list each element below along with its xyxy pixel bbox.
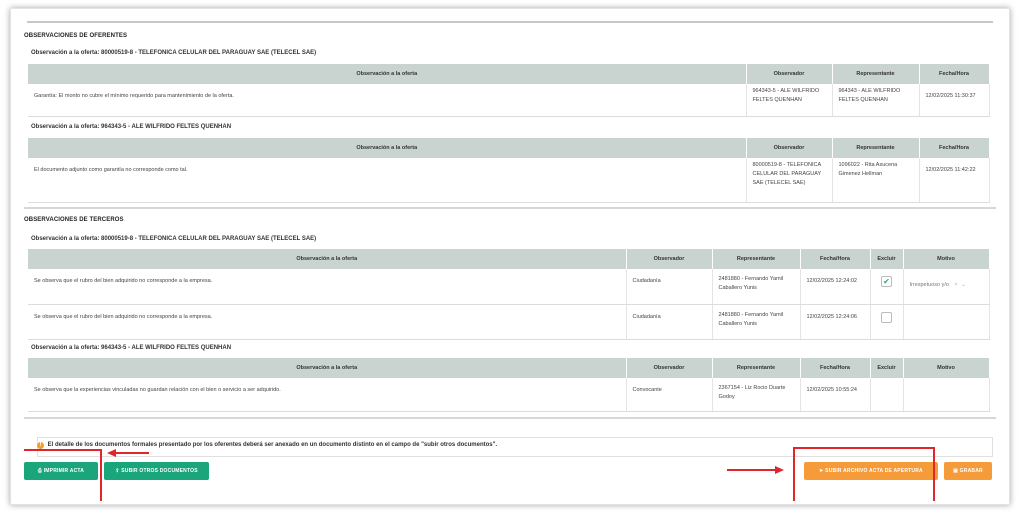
cell-observador: Ciudadanía bbox=[626, 304, 712, 339]
table-row bbox=[28, 84, 989, 116]
col-header-representante: Representante bbox=[832, 64, 919, 84]
cell-observador: Convocante bbox=[626, 378, 712, 411]
subir-otros-documentos-button[interactable] bbox=[104, 462, 209, 480]
terceros-table-2 bbox=[28, 358, 990, 412]
col-header-representante: Representante bbox=[832, 138, 919, 158]
motivo-select[interactable] bbox=[910, 282, 966, 288]
annotation-arrow-head bbox=[107, 449, 116, 457]
col-header-fecha: Fecha/Hora bbox=[800, 249, 870, 269]
col-header-excluir: Excluir bbox=[870, 358, 903, 378]
imprimir-acta-label: IMPRIMIR ACTA bbox=[43, 468, 85, 474]
upload-icon: ⇪ bbox=[115, 468, 122, 474]
cell-obs: Se observa que el rubro del bien adquirido no corresponde a la empresa. bbox=[28, 304, 626, 339]
col-header-motivo: Motivo bbox=[903, 249, 989, 269]
imprimir-acta-button[interactable] bbox=[24, 462, 98, 480]
table-row bbox=[28, 269, 989, 304]
col-header-observador: Observador bbox=[746, 64, 832, 84]
grabar-label: GRABAR bbox=[959, 468, 983, 474]
cell-fecha: 12/02/2025 11:42:22 bbox=[919, 158, 989, 202]
cell-fecha: 12/02/2025 12:24:06 bbox=[800, 304, 870, 339]
main-panel bbox=[10, 8, 1010, 505]
excluir-checkbox[interactable] bbox=[881, 312, 892, 323]
oferentes-table-1 bbox=[28, 64, 990, 117]
cell-fecha: 12/02/2025 12:24:02 bbox=[800, 269, 870, 304]
oferentes-group-1-label: Observación a la oferta: 80000519-8 - TELEFONICA CELULAR DEL PARAGUAY SAE (TELECEL SAE) bbox=[31, 50, 317, 56]
cell-representante: 2481880 - Fernando Yamil Caballero Yunis bbox=[712, 269, 800, 304]
col-header-obs: Observación a la oferta bbox=[28, 64, 746, 84]
cell-observador: 964343-5 - ALE WILFRIDO FELTES QUENHAN bbox=[746, 84, 832, 116]
oferentes-title: OBSERVACIONES DE OFERENTES bbox=[24, 33, 128, 39]
cell-representante: 1096022 - Rita Asucena Gimenez Hellman bbox=[832, 158, 919, 202]
clear-icon[interactable]: × bbox=[954, 282, 958, 288]
top-divider bbox=[27, 21, 993, 23]
annotation-line bbox=[793, 447, 795, 501]
cell-observador: Ciudadanía bbox=[626, 269, 712, 304]
cell-fecha: 12/02/2025 11:30:37 bbox=[919, 84, 989, 116]
subir-otros-label: SUBIR OTROS DOCUMENTOS bbox=[121, 468, 198, 474]
col-header-fecha: Fecha/Hora bbox=[919, 138, 989, 158]
print-icon: ⎙ bbox=[37, 468, 44, 474]
cell-excluir bbox=[870, 269, 903, 304]
annotation-line bbox=[24, 449, 102, 451]
annotation-line bbox=[793, 447, 935, 449]
subir-acta-apertura-button[interactable] bbox=[804, 462, 938, 480]
cell-fecha: 12/02/2025 10:55:24 bbox=[800, 378, 870, 411]
cell-motivo bbox=[903, 378, 989, 411]
col-header-observador: Observador bbox=[626, 358, 712, 378]
section-divider bbox=[24, 417, 996, 419]
cell-obs: El documento adjunto como garantía no corresponde como tal. bbox=[28, 158, 746, 202]
col-header-obs: Observación a la oferta bbox=[28, 249, 626, 269]
col-header-observador: Observador bbox=[626, 249, 712, 269]
grabar-button[interactable] bbox=[944, 462, 992, 480]
terceros-title: OBSERVACIONES DE TERCEROS bbox=[24, 217, 124, 223]
motivo-value: Irrespetuoso y/o bbox=[909, 282, 949, 288]
section-divider bbox=[24, 207, 996, 209]
col-header-obs: Observación a la oferta bbox=[28, 358, 626, 378]
cell-excluir bbox=[870, 304, 903, 339]
cell-obs: Se observa que la experiencias vinculadas no guardan relación con el bien o servicio a ser adquirido. bbox=[28, 378, 626, 411]
cell-obs: Garantía: El monto no cubre el mínimo requerido para mantenimiento de la oferta. bbox=[28, 84, 746, 116]
oferentes-table-2 bbox=[28, 138, 990, 203]
col-header-obs: Observación a la oferta bbox=[28, 138, 746, 158]
col-header-observador: Observador bbox=[746, 138, 832, 158]
table-row bbox=[28, 304, 989, 339]
cell-representante: 2481880 - Fernando Yamil Caballero Yunis bbox=[712, 304, 800, 339]
cell-representante: 964343 - ALE WILFRIDO FELTES QUENHAN bbox=[832, 84, 919, 116]
col-header-representante: Representante bbox=[712, 249, 800, 269]
terceros-group-2-label: Observación a la oferta: 964343-5 - ALE WILFRIDO FELTES QUENHAN bbox=[31, 345, 232, 351]
col-header-representante: Representante bbox=[712, 358, 800, 378]
terceros-table-1 bbox=[28, 249, 990, 340]
col-header-excluir: Excluir bbox=[870, 249, 903, 269]
save-icon: ▣ bbox=[953, 468, 960, 474]
table-row bbox=[28, 378, 989, 411]
info-icon: ! bbox=[37, 442, 44, 449]
annotation-arrow-shaft bbox=[115, 452, 149, 454]
send-icon: ➤ bbox=[819, 468, 826, 474]
info-note bbox=[37, 442, 497, 449]
info-text: El detalle de los documentos formales presentado por los oferentes deberá ser anexado en un documento distinto en el campo de "subir otros documentos". bbox=[47, 442, 498, 448]
subir-acta-label: SUBIR ARCHIVO ACTA DE APERTURA bbox=[825, 468, 923, 474]
chevron-down-icon[interactable]: ⌄ bbox=[961, 282, 966, 288]
cell-motivo bbox=[903, 304, 989, 339]
col-header-fecha: Fecha/Hora bbox=[919, 64, 989, 84]
cell-representante: 2367154 - Liz Rocio Duarte Godoy bbox=[712, 378, 800, 411]
cell-excluir bbox=[870, 378, 903, 411]
cell-obs: Se observa que el rubro del bien adquirido no corresponde a la empresa. bbox=[28, 269, 626, 304]
col-header-fecha: Fecha/Hora bbox=[800, 358, 870, 378]
terceros-group-1-label: Observación a la oferta: 80000519-8 - TELEFONICA CELULAR DEL PARAGUAY SAE (TELECEL SAE) bbox=[31, 236, 317, 242]
annotation-arrow-shaft bbox=[727, 469, 775, 471]
annotation-line bbox=[933, 447, 935, 501]
cell-observador: 80000519-8 - TELEFONICA CELULAR DEL PARAGUAY SAE (TELECEL SAE) bbox=[746, 158, 832, 202]
oferentes-group-2-label: Observación a la oferta: 964343-5 - ALE WILFRIDO FELTES QUENHAN bbox=[31, 124, 232, 130]
cell-motivo bbox=[903, 269, 989, 304]
col-header-motivo: Motivo bbox=[903, 358, 989, 378]
annotation-line bbox=[100, 449, 102, 501]
excluir-checkbox[interactable]: ✔ bbox=[881, 276, 892, 287]
table-row bbox=[28, 158, 989, 202]
annotation-arrow-head bbox=[775, 466, 784, 474]
